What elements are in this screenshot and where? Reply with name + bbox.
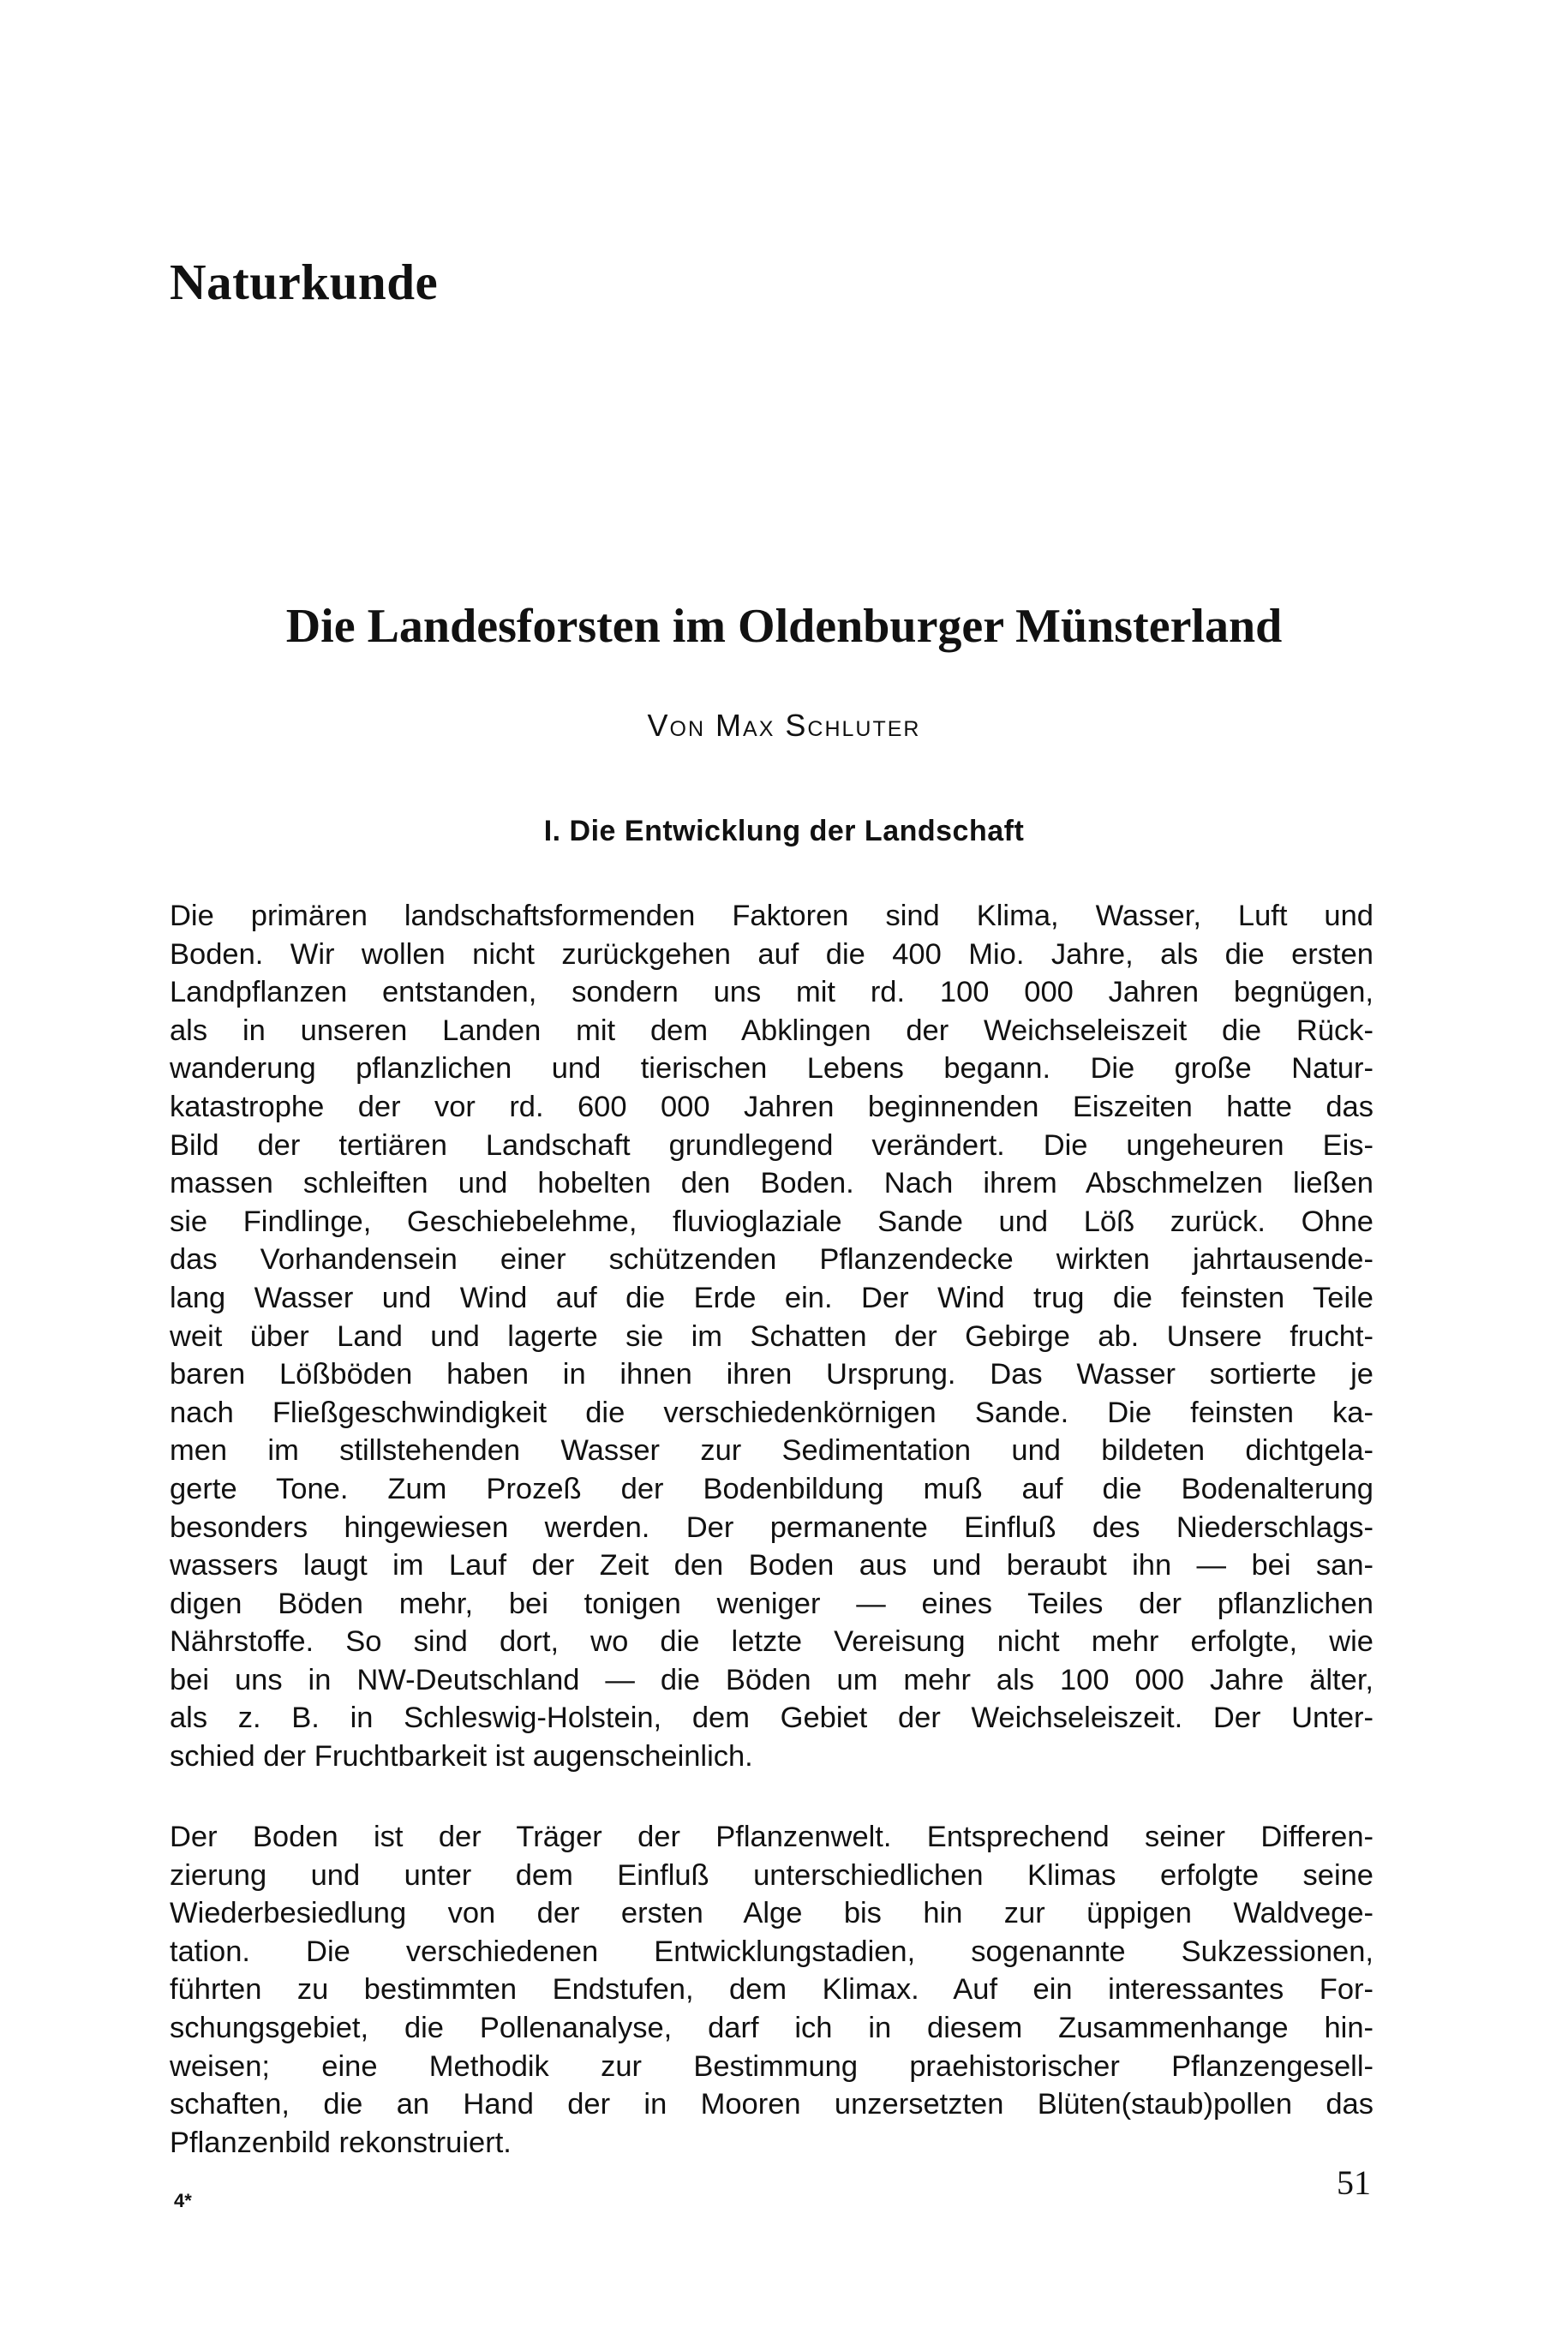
text-line: schied der Fruchtbarkeit ist augenscheinlich. [170,1740,753,1774]
text-line: men im stillstehenden Wasser zur Sedimentation und bildeten dichtgela- [170,1434,1373,1468]
text-line: wanderung pflanzlichen und tierischen Lebens begann. Die große Natur- [170,1052,1373,1086]
text-line: sie Findlinge, Geschiebelehme, fluvioglaziale Sande und Löß zurück. Ohne [170,1205,1373,1238]
text-line: schaften, die an Hand der in Mooren unzersetzten Blüten(staub)pollen das [170,2088,1373,2121]
signature-mark: 4* [174,2190,192,2211]
text-line: Pflanzenbild rekonstruiert. [170,2126,512,2159]
section-heading: I. Die Entwicklung der Landschaft [543,815,1025,847]
text-line: gerte Tone. Zum Prozeß der Bodenbildung muß auf die Bodenalterung [170,1472,1373,1505]
text-line: als in unseren Landen mit dem Abklingen der Weichseleiszeit die Rück- [170,1014,1373,1047]
paragraph-2 [170,1818,1373,2162]
text-line: Boden. Wir wollen nicht zurückgehen auf die 400 Mio. Jahre, als die ersten [170,937,1373,971]
paragraph-1 [170,897,1373,1776]
section-label: Naturkunde [170,254,439,310]
text-line: baren Lößböden haben in ihnen ihren Ursprung. Das Wasser sortierte je [170,1358,1373,1391]
text-line: digen Böden mehr, bei tonigen weniger — eines Teiles der pflanzlichen [170,1587,1373,1620]
text-line: lang Wasser und Wind auf die Erde ein. Der Wind trug die feinsten Teile [170,1281,1373,1314]
text-line: als z. B. in Schleswig-Holstein, dem Gebiet der Weichseleiszeit. Der Unter- [170,1702,1373,1735]
text-line: Wiederbesiedlung von der ersten Alge bis hin zur üppigen Waldvege- [170,1897,1373,1930]
text-line: Der Boden ist der Träger der Pflanzenwelt. Entsprechend seiner Differen- [170,1821,1373,1853]
author-byline: Von Max Schluter [647,708,921,743]
article-title: Die Landesforsten im Oldenburger Münsterland [285,600,1283,653]
text-line: führten zu bestimmten Endstufen, dem Klimax. Auf ein interessantes For- [170,1973,1373,2007]
page-number: 51 [1337,2163,1371,2202]
text-line: weit über Land und lagerte sie im Schatten der Gebirge ab. Unsere frucht- [170,1319,1373,1353]
text-line: schungsgebiet, die Pollenanalyse, darf ich in diesem Zusammenhange hin- [170,2011,1373,2044]
text-line: Die primären landschaftsformenden Faktoren sind Klima, Wasser, Luft und [170,900,1373,932]
text-line: das Vorhandensein einer schützenden Pflanzendecke wirkten jahrtausende- [170,1243,1373,1277]
text-line: massen schleiften und hobelten den Boden. Nach ihrem Abschmelzen ließen [170,1167,1373,1200]
text-line: tation. Die verschiedenen Entwicklungstadien, sogenannte Sukzessionen, [170,1935,1373,1968]
text-line: wassers laugt im Lauf der Zeit den Boden aus und beraubt ihn — bei san- [170,1549,1373,1582]
text-line: Bild der tertiären Landschaft grundlegend verändert. Die ungeheuren Eis- [170,1128,1373,1162]
text-line: Nährstoffe. So sind dort, wo die letzte Vereisung nicht mehr erfolgte, wie [170,1625,1373,1659]
text-line: Landpflanzen entstanden, sondern uns mit rd. 100 000 Jahren begnügen, [170,976,1373,1009]
text-line: zierung und unter dem Einfluß unterschiedlichen Klimas erfolgte seine [170,1858,1373,1892]
text-line: katastrophe der vor rd. 600 000 Jahren beginnenden Eiszeiten hatte das [170,1090,1373,1123]
text-line: weisen; eine Methodik zur Bestimmung praehistorischer Pflanzengesell- [170,2049,1373,2083]
text-line: besonders hingewiesen werden. Der permanente Einfluß des Niederschlags- [170,1510,1373,1544]
text-line: bei uns in NW-Deutschland — die Böden um mehr als 100 000 Jahre älter, [170,1663,1373,1696]
text-line: nach Fließgeschwindigkeit die verschiedenkörnigen Sande. Die feinsten ka- [170,1396,1373,1429]
